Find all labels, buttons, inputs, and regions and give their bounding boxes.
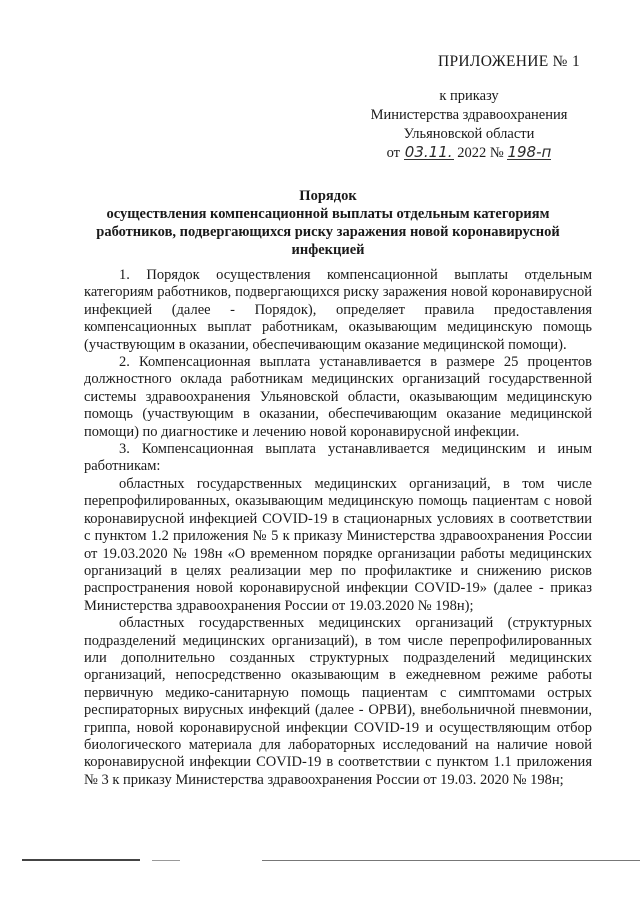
paragraph-2: 2. Компенсационная выплата устанавливается в размере 25 процентов должностного оклада работникам медицинских организаций государственной системы здравоохранения Ульяновской области, оказывающим медицинскую помощь (участвующим в оказании, обеспечивающим оказание медицинской помощи) по диагностике и лечению новой коронавирусной инфекции. [84,354,592,440]
annex-header [326,52,586,163]
ministry-name: Министерства здравоохранения [370,107,568,123]
paragraph-3-item-2: областных государственных медицинских организаций (структурных подразделений медицинских организаций), в том числе перепрофилированных или дополнительно созданных структурных подразделений медицинских организаций, непосредственно оказывающим в ежедневном режиме работы первичную медико-санитарную помощь пациентам с симптомами острых респираторных вирусных инфекций (далее - ОРВИ), внебольничной пневмонии, гриппа, новой коронавирусной инфекции COVID-19 и осуществляющим отбор биологического материала для лабораторных исследований на наличие новой коронавирусной инфекции COVID-19 в соответствии с пунктом 1.1 приложения № 3 к приказу Министерства здравоохранения России от 19.03. 2020 № 198н; [84,615,592,788]
paragraph-3: 3. Компенсационная выплата устанавливается медицинским и иным работникам: [84,441,592,475]
paragraph-3-item-1: областных государственных медицинских организаций, в том числе перепрофилированных, оказывающим медицинскую помощь пациентам с новой коронавирусной инфекцией COVID-19 в стационарных условиях в соответствии с пунктом 1.2 приложения № 5 к приказу Министерства здравоохранения России от 19.03.2020 № 198н «О временном порядке организации работы медицинских организаций в целях реализации мер по профилактике и снижению рисков распространения новой коронавирусной инфекции COVID-19» (далее - приказ Министерства здравоохранения России от 19.03.2020 № 198н); [84,475,592,614]
handwritten-date: 03.11. [404,143,453,161]
scan-edge-artifact [22,858,622,862]
document-body [84,267,592,789]
document-title [88,187,568,259]
handwritten-order-number: 198-п [507,143,552,161]
paragraph-1: 1. Порядок осуществления компенсационной выплаты отдельным категориям работников, подвергающихся риску заражения новой коронавирусной инфекцией (далее - Порядок), определяет правила предоставления компенсационных выплат работникам, оказывающим медицинскую помощь (участвующим в оказании, обеспечивающим оказание медицинской помощи). [84,267,592,353]
title-subheading: осуществления компенсационной выплаты отдельным категориям работников, подвергающихся риску заражения новой коронавирусной инфекцией [96,206,560,258]
annex-number: ПРИЛОЖЕНИЕ № 1 [437,53,580,70]
date-prefix: от [386,145,401,161]
order-date-line [326,144,586,163]
region-name: Ульяновской области [403,126,535,142]
title-heading: Порядок [299,188,357,204]
order-year: 2022 № [457,145,504,161]
order-reference: к приказу [439,88,499,104]
